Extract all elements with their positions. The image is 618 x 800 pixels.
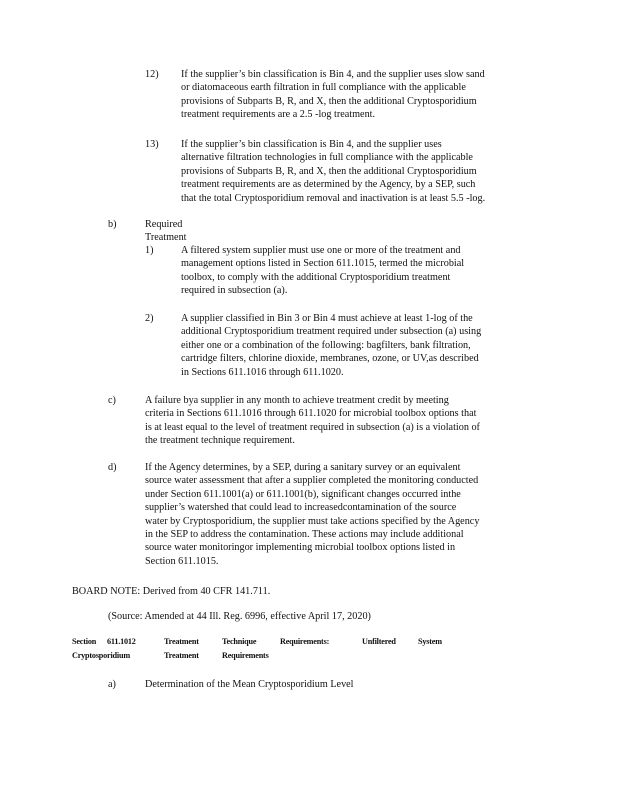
item-letter: b) (108, 219, 117, 230)
text-line: the treatment technique requirement. (145, 435, 295, 447)
text-line: management options listed in Section 611.1015, termed the microbial (181, 258, 465, 270)
heading-word: Requirements: (280, 637, 330, 646)
text-line: cartridge filters, chlorine dioxide, membranes, ozone, or UV,as described (181, 353, 479, 365)
text-line: provisions of Subparts B, R, and X, then the additional Cryptosporidium (181, 165, 477, 177)
item-text (145, 394, 543, 448)
text-line: additional Cryptosporidium treatment required under subsection (a) using (181, 326, 482, 338)
item-text (181, 312, 533, 379)
heading-word: Technique (222, 637, 257, 646)
text-line: If the supplier’s bin classification is Bin 4, and the supplier uses slow sand (181, 69, 485, 80)
item-letter: d) (108, 462, 117, 473)
text-line: criteria in Sections 611.1016 through 611.1020 for microbial toolbox options that (145, 408, 477, 420)
text-line: Section 611.1015. (145, 555, 219, 567)
board-note-text: BOARD NOTE: Derived from 40 CFR 141.711. (72, 586, 271, 597)
heading-word: Unfiltered (362, 637, 396, 646)
heading-word: 611.1012 (107, 637, 136, 646)
text-line: provisions of Subparts B, R, and X, then the additional Cryptosporidium (181, 95, 477, 107)
item-text (181, 138, 537, 205)
heading-word: Section (72, 637, 97, 646)
item-number: 1) (145, 245, 154, 256)
text-line: source water monitoringor implementing microbial toolbox options listed in (145, 542, 456, 554)
text-line: is at least equal to the level of treatment required in subsection (a) is a violation of (145, 421, 480, 433)
heading-word: Requirements (222, 651, 269, 660)
text-line: either one or a combination of the following: bagfilters, bank filtration, (181, 339, 471, 351)
subsection-heading: Required Treatment (145, 219, 187, 244)
text-line: A filtered system supplier must use one or more of the treatment and (181, 245, 461, 256)
text-line: that the total Cryptosporidium removal and inactivation is at least 5.5 -log. (181, 192, 486, 204)
source-note (108, 610, 371, 623)
item-letter: c) (108, 395, 116, 406)
heading-word: System (418, 637, 442, 646)
text-line: supplier’s watershed that could lead to increasedcontamination of the source (145, 502, 457, 514)
item-number: 12) (145, 69, 159, 80)
text-line: toolbox, to comply with the additional Cryptosporidium treatment (181, 271, 451, 283)
text-line: A failure bya supplier in any month to achieve treatment credit by meeting (145, 395, 449, 406)
section-heading (0, 637, 618, 667)
text-line: water by Cryptosporidium, the supplier must take actions specified by the Agency (145, 515, 480, 527)
text-line: A supplier classified in Bin 3 or Bin 4 must achieve at least 1-log of the (181, 313, 473, 324)
text-line: or diatomaceous earth filtration in full compliance with the applicable (181, 82, 466, 94)
text-line: treatment requirements are as determined by the Agency, by a SEP, such (181, 179, 476, 191)
item-letter: a) (108, 679, 116, 690)
text-line: in Sections 611.1016 through 611.1020. (181, 366, 344, 378)
text-line: required in subsection (a). (181, 285, 288, 297)
text-line: If the supplier’s bin classification is Bin 4, and the supplier uses (181, 139, 442, 150)
item-text (181, 244, 511, 298)
source-note-text: (Source: Amended at 44 Ill. Reg. 6996, effective April 17, 2020) (108, 611, 371, 622)
text-line: If the Agency determines, by a SEP, during a sanitary survey or an equivalent (145, 462, 461, 473)
item-text (181, 68, 537, 122)
heading-word: Cryptosporidium (72, 651, 130, 660)
text-line: source water assessment that after a supplier completed the monitoring conducted (145, 475, 479, 487)
board-note (72, 585, 270, 598)
text-line: alternative filtration technologies in full compliance with the applicable (181, 152, 473, 164)
text-line: under Section 611.1001(a) or 611.1001(b), significant changes occurred inthe (145, 488, 461, 500)
item-number: 2) (145, 313, 154, 324)
item-text (145, 461, 537, 568)
text-line: in the SEP to address the contamination. These actions may include additional (145, 529, 464, 541)
subsection-heading: Determination of the Mean Cryptosporidium Level (145, 679, 354, 690)
heading-word: Treatment (164, 637, 199, 646)
text-line: treatment requirements are a 2.5 -log treatment. (181, 109, 376, 121)
heading-word: Treatment (164, 651, 199, 660)
item-number: 13) (145, 139, 159, 150)
